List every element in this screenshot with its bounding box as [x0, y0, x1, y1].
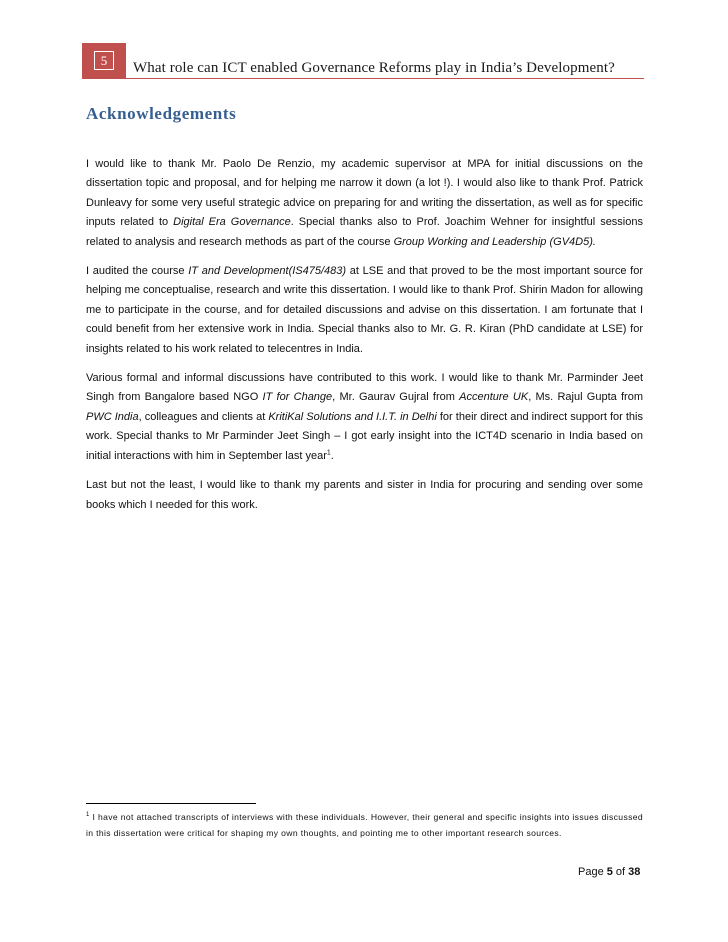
footnote-reference[interactable]: 1 — [326, 449, 331, 457]
footnote-text: I have not attached transcripts of interviews with these individuals. However, their general and specific insights into issues discussed in this dissertation were critical for shaping my own thoughts, and pointing me to other important research sources. — [86, 812, 643, 838]
header-page-number-box — [82, 43, 126, 78]
paragraph-1: I would like to thank Mr. Paolo De Renzio, my academic supervisor at MPA for initial discussions on the dissertation topic and proposal, and for helping me narrow it down (a lot !). I would also like to thank Prof. Patrick Dunleavy for some very useful strategic advice on preparing for and writing the dissertation, as well as for specific inputs related to Digital Era Governance. Special thanks also to Prof. Joachim Wehner for insightful sessions related to analysis and research methods as part of the course Group Working and Leadership (GV4D5). — [86, 158, 643, 248]
paragraph-2: I audited the course IT and Development(IS475/483) at LSE and that proved to be the most important source for helping me conceptualise, research and write this dissertation. I would like to thank Prof. Shirin Madon for allowing me to participate in the course, and for detailed discussions and advise on this dissertation. I am fortunate that I could benefit from her extensive work in India. Special thanks also to Mr. G. R. Kiran (PhD candidate at LSE) for insights related to his work related to telecentres in India. — [86, 265, 643, 355]
page-heading: Acknowledgements — [86, 104, 237, 123]
total-pages: 38 — [628, 866, 641, 878]
footnote-marker: 1 — [86, 812, 90, 819]
body-text — [86, 155, 643, 525]
page-number-footer: Page 5 of 38 — [578, 866, 641, 878]
footnote — [86, 810, 643, 841]
paragraph-3: Various formal and informal discussions have contributed to this work. I would like to thank Mr. Parminder Jeet Singh from Bangalore based NGO IT for Change, Mr. Gaurav Gujral from Accenture UK, Ms. Rajul Gupta from PWC India, colleagues and clients at KritiKal Solutions and I.I.T. in Delhi for their direct and indirect support for this work. Special thanks to Mr Parminder Jeet Singh – I got early insight into the ICT4D scenario in India based on initial interactions with him in September last year$^1$. — [86, 372, 643, 462]
header-rule — [82, 78, 644, 79]
header-title: What role can ICT enabled Governance Reforms play in India’s Development? — [133, 60, 615, 76]
header-page-number: 5 — [94, 51, 115, 70]
footnote-separator — [86, 803, 256, 804]
current-page: 5 — [606, 866, 613, 878]
paragraph-4: Last but not the least, I would like to thank my parents and sister in India for procuring and sending over some books which I needed for this work. — [86, 479, 643, 511]
